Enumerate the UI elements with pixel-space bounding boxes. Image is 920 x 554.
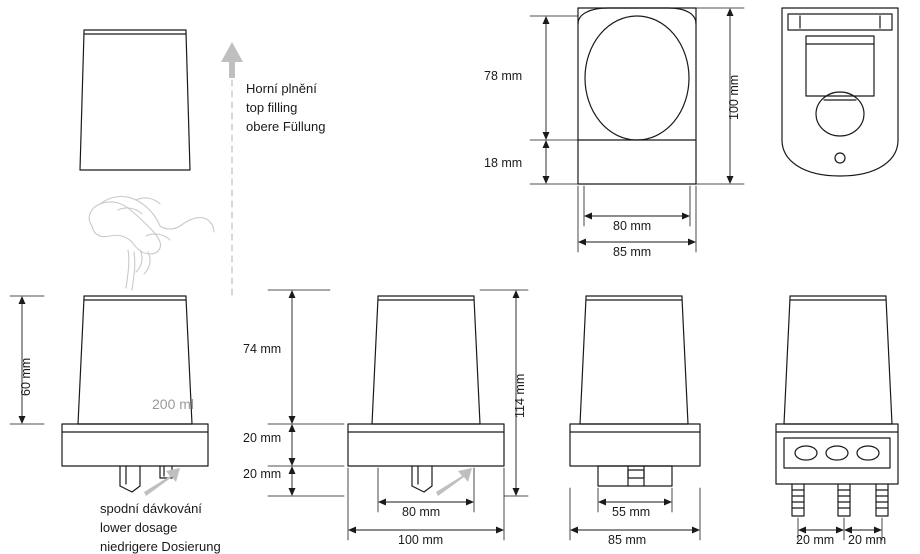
- dim-label-20mm-back-right: 20 mm: [848, 533, 887, 547]
- dim-label-78mm: 78 mm: [484, 69, 523, 83]
- lower-dosage-line-cs: spodní dávkování: [100, 501, 202, 516]
- dim-label-100mm-mid: 100 mm: [398, 533, 444, 547]
- lower-dosage-annotation: [100, 500, 221, 554]
- top-filling-arrow: [221, 42, 243, 78]
- dim-label-85mm-top: 85 mm: [613, 245, 652, 259]
- dim-label-18mm: 18 mm: [484, 156, 523, 170]
- mid-lower-dosage-arrow: [436, 468, 472, 496]
- dim-label-80mm-top: 80 mm: [613, 219, 652, 233]
- back-view-assembly: [776, 296, 898, 516]
- top-filling-line-en: top filling: [246, 99, 298, 115]
- dim-label-100mm: 100 mm: [727, 74, 741, 120]
- dim-side-78mm: [530, 16, 584, 140]
- dim-label-20mm-back-left: 20 mm: [796, 533, 835, 547]
- detached-tank-top-left: [80, 30, 190, 170]
- capacity-label: 200 ml: [152, 396, 195, 412]
- right-front-view-assembly: [570, 296, 700, 486]
- top-filling-annotation: [246, 80, 326, 137]
- lower-dosage-line-en: lower dosage: [100, 519, 178, 535]
- dim-label-20mm-upper: 20 mm: [243, 431, 282, 445]
- top-filling-line-de: obere Füllung: [246, 118, 326, 134]
- dim-label-front-60mm: 60 mm: [19, 357, 33, 396]
- mid-front-view-assembly: [348, 296, 504, 492]
- dim-label-20mm-lower: 20 mm: [243, 467, 282, 481]
- hand-pouring-illustration: [89, 197, 214, 274]
- front-view-assembly: [62, 296, 208, 492]
- dim-label-74mm: 74 mm: [243, 342, 282, 356]
- dim-label-85mm-right: 85 mm: [608, 533, 647, 547]
- dim-label-114mm: 114 mm: [513, 373, 527, 418]
- liquid-stream: [126, 250, 135, 290]
- dim-label-80mm-mid: 80 mm: [402, 505, 441, 519]
- dim-label-55mm: 55 mm: [612, 505, 651, 519]
- lower-dosage-arrow: [144, 468, 180, 496]
- back-plate-top-right: [782, 8, 898, 176]
- lower-dosage-line-de: niedrigere Dosierung: [100, 538, 221, 554]
- side-profile-top: [578, 8, 696, 184]
- dim-side-18mm: [530, 140, 578, 184]
- top-filling-line-cs: Horní plnění: [246, 81, 317, 96]
